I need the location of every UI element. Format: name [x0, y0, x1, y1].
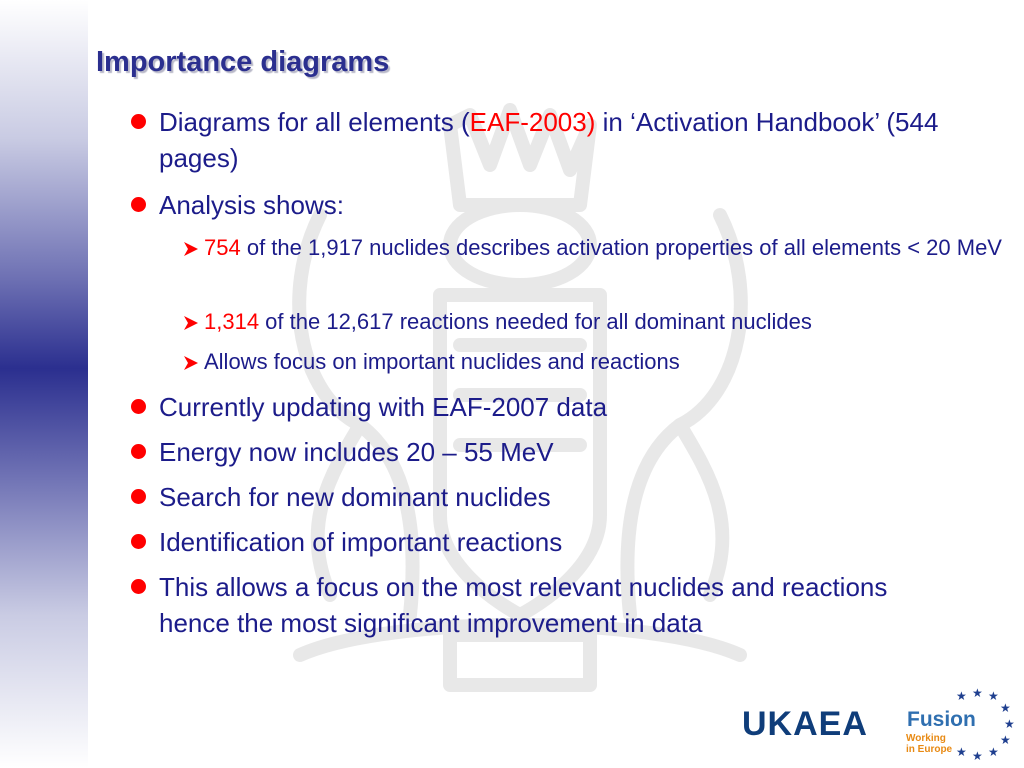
red-dot-icon	[131, 197, 146, 212]
bullet-item	[131, 569, 931, 641]
svg-text:★: ★	[1000, 733, 1011, 747]
bullet-text: Analysis shows:	[159, 190, 344, 220]
red-dot-icon	[131, 489, 146, 504]
sub-bullet-item	[183, 306, 1003, 338]
svg-text:★: ★	[956, 745, 967, 759]
red-dot-icon	[131, 579, 146, 594]
bullet-item	[131, 389, 1001, 425]
svg-text:★: ★	[1000, 701, 1011, 715]
sidebar-gradient	[0, 0, 88, 768]
sub-bullet-text: 754 of the 1,917 nuclides describes activation properties of all elements < 20 MeV	[204, 235, 1002, 260]
fusion-logo-subtext: Working in Europe	[906, 733, 953, 755]
sub-bullet-text: 1,314 of the 12,617 reactions needed for all dominant nuclides	[204, 309, 812, 334]
svg-text:★: ★	[1004, 717, 1015, 731]
fusion-logo-text: Fusion	[907, 708, 976, 731]
bullet-text: This allows a focus on the most relevant nuclides and reactions hence the most significant improvement in data	[159, 572, 888, 638]
arrowhead-icon	[183, 315, 199, 331]
bullet-item	[131, 187, 1001, 223]
svg-text:★: ★	[972, 749, 983, 763]
arrowhead-icon	[183, 355, 199, 371]
bullet-text: Identification of important reactions	[159, 527, 563, 557]
sub-bullet-item	[183, 346, 1003, 378]
svg-text:★: ★	[956, 689, 967, 703]
bullet-item	[131, 104, 1001, 176]
bullet-text: Search for new dominant nuclides	[159, 482, 551, 512]
bullet-text: Diagrams for all elements (EAF-2003) in ‘Activation Handbook’ (544 pages)	[159, 107, 939, 173]
page-title: Importance diagrams	[96, 46, 390, 78]
bullet-item	[131, 524, 1001, 560]
sub-bullet-item	[183, 232, 1003, 264]
svg-text:★: ★	[972, 686, 983, 700]
bullet-text: Energy now includes 20 – 55 MeV	[159, 437, 554, 467]
red-dot-icon	[131, 534, 146, 549]
red-dot-icon	[131, 399, 146, 414]
red-dot-icon	[131, 444, 146, 459]
ukaea-logo: UKAEA	[742, 705, 868, 743]
bullet-text: Currently updating with EAF-2007 data	[159, 392, 608, 422]
svg-text:★: ★	[988, 689, 999, 703]
bullet-item	[131, 479, 1001, 515]
svg-text:★: ★	[988, 745, 999, 759]
red-dot-icon	[131, 114, 146, 129]
bullet-item	[131, 434, 1001, 470]
arrowhead-icon	[183, 241, 199, 257]
sub-bullet-text: Allows focus on important nuclides and reactions	[204, 349, 680, 374]
